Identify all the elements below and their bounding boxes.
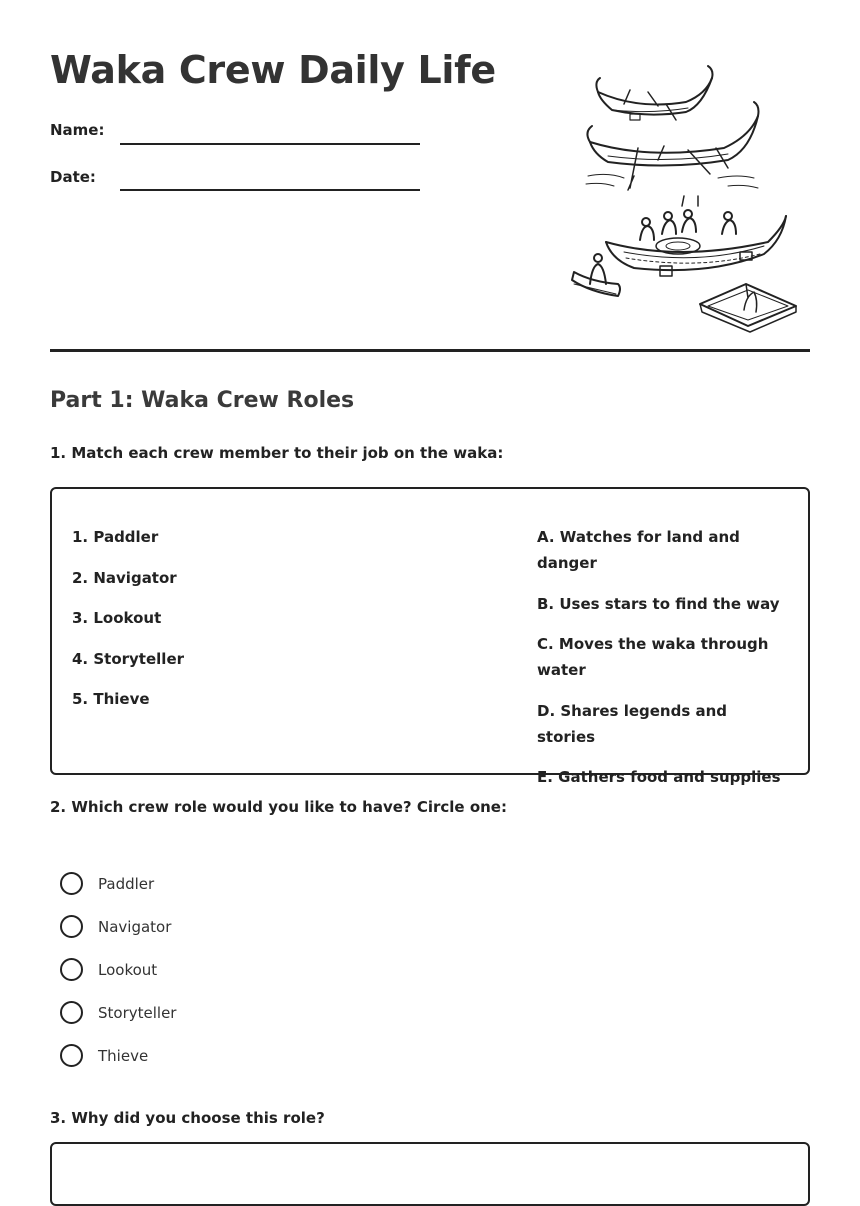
question-1: 1. Match each crew member to their job on the waka: (50, 444, 504, 462)
radio-circle[interactable] (60, 958, 83, 981)
crew-member-list (72, 524, 372, 727)
role-option-storyteller[interactable] (60, 991, 176, 1034)
date-field[interactable] (120, 189, 420, 191)
answer-box[interactable] (50, 1142, 810, 1206)
role-option-navigator[interactable] (60, 905, 176, 948)
crew-member-item[interactable]: 1. Paddler (72, 528, 159, 546)
option-label: Thieve (98, 1046, 149, 1065)
job-item[interactable]: E. Gathers food and supplies (537, 768, 781, 786)
question-3: 3. Why did you choose this role? (50, 1109, 325, 1127)
role-option-lookout[interactable] (60, 948, 176, 991)
role-option-thieve[interactable] (60, 1034, 176, 1077)
header-divider (50, 349, 810, 352)
option-label: Navigator (98, 917, 172, 936)
crew-member-item[interactable]: 3. Lookout (72, 609, 162, 627)
job-item[interactable]: B. Uses stars to find the way (537, 594, 780, 613)
radio-circle[interactable] (60, 915, 83, 938)
role-option-paddler[interactable] (60, 862, 176, 905)
part1-heading: Part 1: Waka Crew Roles (50, 388, 355, 413)
job-item[interactable]: C. Moves the waka through water (537, 635, 769, 679)
job-item[interactable]: A. Watches for land and danger (537, 528, 740, 572)
name-field[interactable] (120, 143, 420, 145)
crew-member-item[interactable]: 2. Navigator (72, 568, 177, 587)
crew-member-item[interactable]: 4. Storyteller (72, 649, 185, 668)
job-list (537, 524, 787, 805)
question-2: 2. Which crew role would you like to have? Circle one: (50, 798, 507, 816)
worksheet-title: Waka Crew Daily Life (50, 48, 496, 92)
radio-circle[interactable] (60, 872, 83, 895)
date-label: Date: (50, 168, 96, 186)
option-label: Storyteller (98, 1003, 177, 1022)
matching-box (50, 487, 810, 786)
worksheet-page (50, 0, 810, 1161)
option-label: Lookout (98, 960, 158, 979)
waka-canoes-illustration (568, 56, 804, 334)
name-label: Name: (50, 121, 105, 139)
crew-member-item[interactable]: 5. Thieve (72, 690, 150, 708)
option-label: Paddler (98, 874, 155, 893)
radio-circle[interactable] (60, 1001, 83, 1024)
role-options (60, 862, 176, 1077)
job-item[interactable]: D. Shares legends and stories (537, 701, 728, 746)
radio-circle[interactable] (60, 1044, 83, 1067)
